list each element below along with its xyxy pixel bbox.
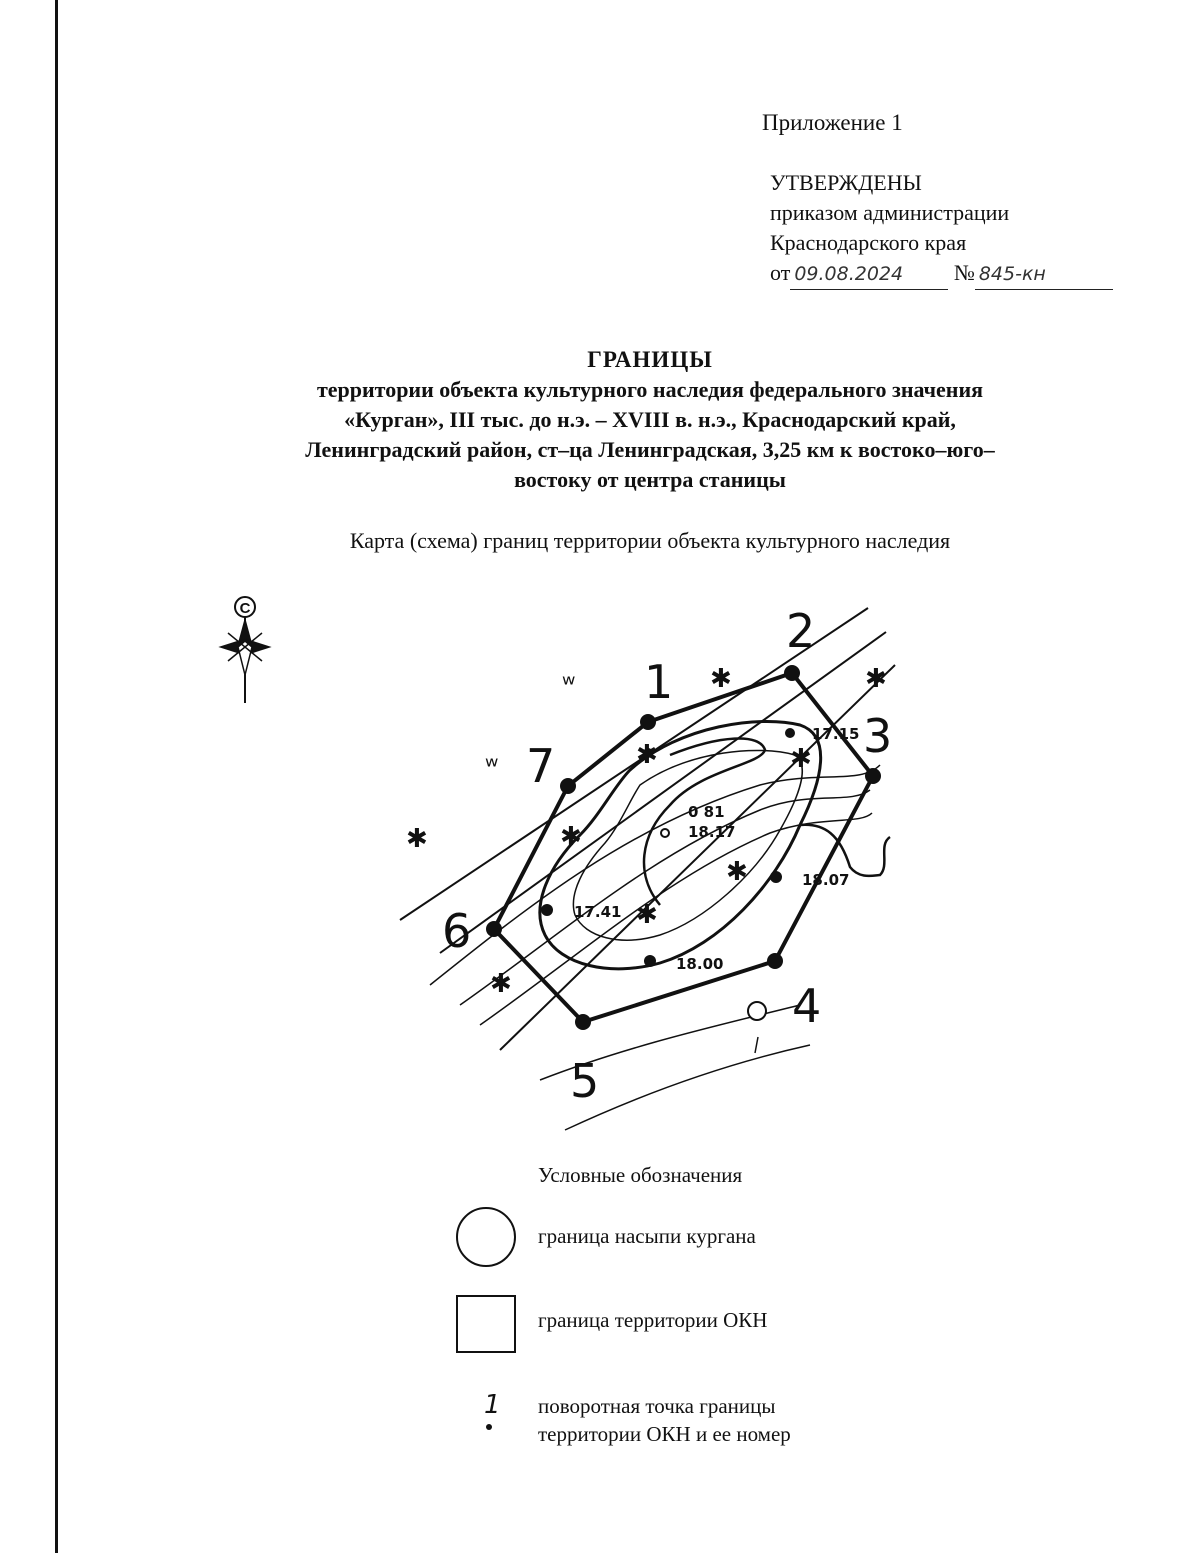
shrub-icon: ✱ <box>490 969 512 999</box>
title-line: территории объекта культурного наследия федерального значения <box>316 377 984 402</box>
legend-turning-point-line: территории ОКН и ее номер <box>538 1422 791 1446</box>
mound-boundary <box>540 721 821 968</box>
from-label: от <box>770 260 791 285</box>
turning-point-label: 5 <box>570 1054 600 1108</box>
handwritten-number: 845-кн <box>975 259 1113 290</box>
compass-rose-icon <box>220 597 270 703</box>
elevation-label: 17.41 <box>574 903 622 921</box>
turning-points <box>442 604 892 1108</box>
legend-turning-point-line: поворотная точка границы <box>538 1394 776 1418</box>
appendix-label: Приложение 1 <box>762 110 903 135</box>
legend-turning-point-label <box>538 1392 791 1448</box>
shrub-icon: ✱ <box>636 900 658 930</box>
legend-circle-icon <box>456 1207 516 1267</box>
turning-point-label: 1 <box>644 655 674 709</box>
shrub-icon: ✱ <box>726 857 748 887</box>
legend-territory-label: граница территории ОКН <box>538 1308 768 1332</box>
title-line: востоку от центра станицы <box>514 467 786 492</box>
grass-icon: ʷ <box>485 752 499 782</box>
approved-label: УТВЕРЖДЕНЫ <box>770 170 922 195</box>
title-line: «Курган», III тыс. до н.э. – XVIII в. н.э., Краснодарский край, <box>344 407 956 432</box>
legend-point-number: 1 <box>484 1390 501 1420</box>
elevation-label: 18.17 <box>688 823 736 841</box>
turning-point <box>865 768 881 784</box>
legend-square-icon <box>456 1295 516 1353</box>
turning-point <box>575 1014 591 1030</box>
secondary-vertices <box>541 728 795 1020</box>
turning-point-label: 2 <box>786 604 816 658</box>
turning-point <box>486 921 502 937</box>
shrub-icon: ✱ <box>406 824 428 854</box>
turning-point-label: 4 <box>792 979 822 1033</box>
turning-point-label: 3 <box>863 709 893 763</box>
title-line: Ленинградский район, ст–ца Ленинградская, 3,25 км к востоко–юго– <box>305 437 995 462</box>
shrub-icon: ✱ <box>560 822 582 852</box>
left-margin-rule <box>55 0 58 1553</box>
handwritten-date: 09.08.2024 <box>790 259 948 290</box>
shrub-icon: ✱ <box>865 664 887 694</box>
region-label: Краснодарского края <box>770 230 967 255</box>
title-main: ГРАНИЦЫ <box>587 347 713 372</box>
legend-title: Условные обозначения <box>538 1163 743 1187</box>
approval-block <box>770 168 1113 290</box>
elevation-label: 18.07 <box>802 871 850 889</box>
turning-point <box>560 778 576 794</box>
grass-icon: ʷ <box>562 670 576 700</box>
turning-point <box>767 953 783 969</box>
order-label: приказом администрации <box>770 200 1010 225</box>
order-date-line <box>770 258 1113 290</box>
number-label: № <box>953 260 975 285</box>
compass-north-letter: С <box>239 600 251 617</box>
legend-point-icon <box>486 1424 492 1430</box>
turning-point-label: 7 <box>526 739 556 793</box>
elevation-label: 0 81 <box>688 803 725 821</box>
turning-point-label: 6 <box>442 904 472 958</box>
turning-point <box>640 714 656 730</box>
shrub-icon: ✱ <box>636 740 658 770</box>
document-title <box>180 345 1120 495</box>
shrub-icon: ✱ <box>710 664 732 694</box>
elevation-label: 18.00 <box>676 955 724 973</box>
map-subtitle: Карта (схема) границ территории объекта культурного наследия <box>349 528 951 553</box>
shrub-icon: ✱ <box>790 744 812 774</box>
legend-mound-label: граница насыпи кургана <box>538 1224 756 1248</box>
elevation-label: 17.15 <box>812 725 860 743</box>
turning-point <box>784 665 800 681</box>
boundary-map <box>200 575 960 1155</box>
